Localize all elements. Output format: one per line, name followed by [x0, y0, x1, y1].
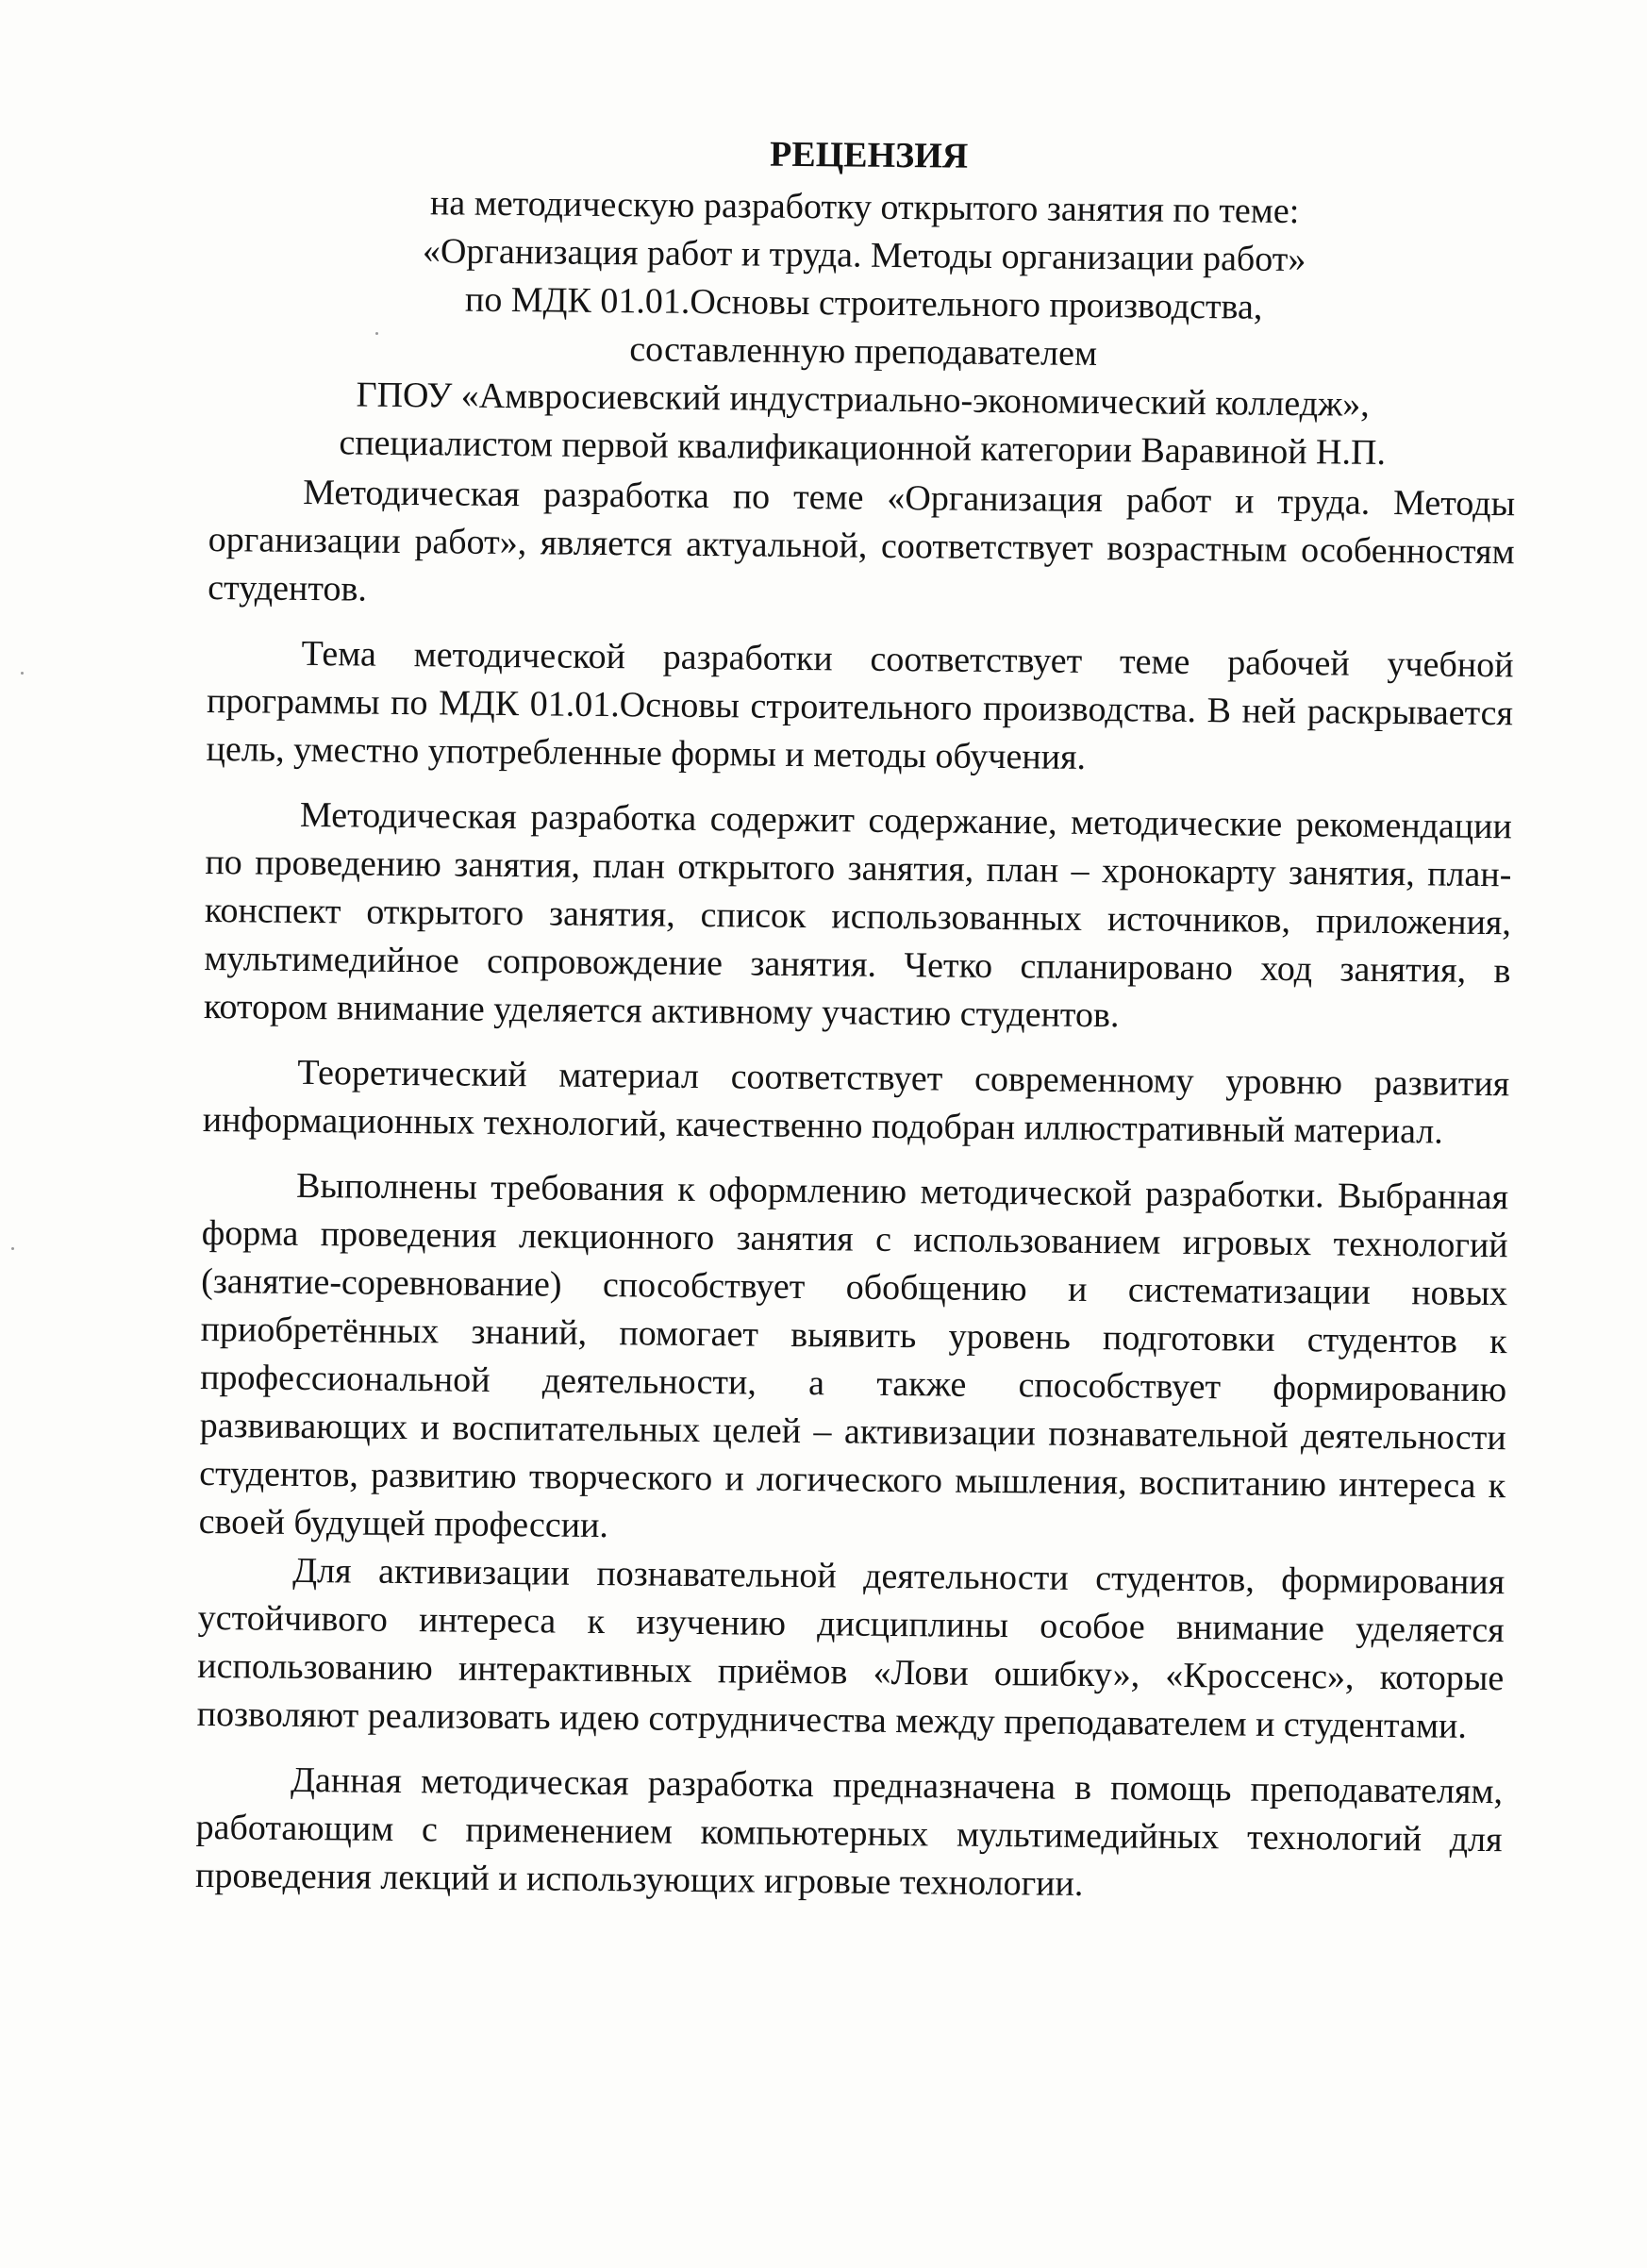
paragraph-topic: Тема методической разработки соответствует теме рабочей учебной программы по МДК 01.01.Основы строительного производства. В ней раскрывается цель, уместно употребленные формы и методы обучения.	[206, 633, 1514, 777]
author-line: специалистом первой квалификационной категории Варавиной Н.П.	[339, 423, 1387, 473]
compiled-by-line: составленную преподавателем	[629, 329, 1098, 375]
paragraph-theory: Теоретический материал соответствует современному уровню развития информационных технологий, качественно подобран иллюстративный материал.	[202, 1052, 1510, 1152]
paragraph-relevance: Методическая разработка по теме «Организация работ и труда. Методы организации работ», является актуальной, соответствует возрастным особенностям студентов.	[208, 472, 1516, 609]
document-title: РЕЦЕНЗИЯ	[769, 134, 969, 176]
lesson-topic-line: «Организация работ и труда. Методы организации работ»	[422, 231, 1306, 280]
course-line: по МДК 01.01.Основы строительного производства,	[464, 279, 1263, 327]
review-document	[195, 121, 1519, 1912]
paragraph-requirements: Выполнены требования к оформлению методической разработки. Выбранная форма проведения лекционного занятия с использованием игровых технологий (занятие-соревнование) способствует обобщению и систематизации новых приобретённых знаний, помогает выявить уровень подготовки студентов к профессиональной деятельности, а также способствует формированию развивающих и воспитательных целей – активизации познавательной деятельности студентов, развитию творческого и логического мышления, воспитанию интереса к своей будущей профессии.	[198, 1165, 1509, 1546]
scan-speck	[21, 672, 24, 675]
institution-line: ГПОУ «Амвросиевский индустриально-экономический колледж»,	[356, 375, 1370, 425]
paragraph-purpose: Данная методическая разработка предназначена в помощь преподавателям, работающим с применением компьютерных мультимедийных технологий для проведения лекций и использующих игровые технологии.	[194, 1759, 1504, 1904]
scan-speck	[11, 1247, 14, 1250]
paragraph-contents: Методическая разработка содержит содержание, методические рекомендации по проведению занятия, план открытого занятия, план – хронокарту занятия, план-конспект открытого занятия, список использованных источников, приложения, мультимедийное сопровождение занятия. Четко спланировано ход занятия, в котором внимание уделяется активному участию студентов.	[203, 794, 1513, 1036]
header-line: на методическую разработку открытого занятия по теме:	[429, 183, 1300, 232]
paragraph-interactive: Для активизации познавательной деятельности студентов, формирования устойчивого интереса к изучению дисциплины особое внимание уделяется использованию интерактивных приёмов «Лови ошибку», «Кроссенс», которые позволяют реализовать идею сотрудничества между преподавателем и студентами.	[196, 1550, 1506, 1746]
